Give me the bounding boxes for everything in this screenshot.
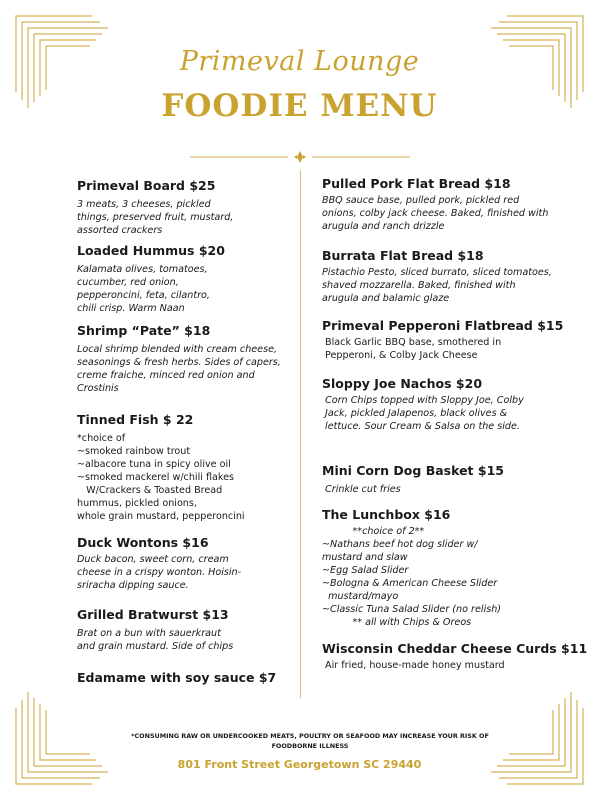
- menu-item-name: The Lunchbox $16: [322, 507, 451, 522]
- menu-item-burrata-flat-bread: [322, 248, 562, 305]
- menu-title: FOODIE MENU: [161, 88, 438, 124]
- menu-item-name: Edamame with soy sauce $7: [77, 670, 277, 685]
- menu-item-name: Loaded Hummus $20: [77, 243, 225, 258]
- column-divider: [300, 170, 301, 698]
- menu-item-loaded-hummus: [77, 243, 292, 315]
- menu-item-tinned-fish: [77, 412, 292, 523]
- menu-item-wisconsin-cheese-curds: [322, 641, 588, 672]
- menu-item-description: Duck bacon, sweet corn, cream cheese in a crispy wonton. Hoisin- sriracha dipping sauce.: [77, 554, 242, 591]
- menu-item-description: Local shrimp blended with cream cheese, seasonings & fresh herbs. Sides of capers, creme fraiche, minced red onion and Crostinis: [77, 344, 281, 394]
- menu-item-name: Burrata Flat Bread $18: [322, 248, 484, 263]
- menu-item-description: BBQ sauce base, pulled pork, pickled red onions, colby jack cheese. Baked, finished with arugula and ranch drizzle: [322, 195, 549, 232]
- menu-item-description: Corn Chips topped with Sloppy Joe, Colby Jack, pickled Jalapenos, black olives & lettuce. Sour Cream & Salsa on the side.: [322, 395, 524, 432]
- menu-item-description: **choice of 2** ~Nathans beef hot dog slider w/ mustard and slaw ~Egg Salad Slider ~Bologna & American Cheese Slider mustard/mayo ~Classic Tuna Salad Slider (no relish) ** all with Chips & Oreos: [322, 526, 502, 628]
- menu-item-description: Pistachio Pesto, sliced burrato, sliced tomatoes, shaved mozzarella. Baked, finished with arugula and balamic glaze: [322, 267, 552, 304]
- menu-item-description: Black Garlic BBQ base, smothered in Pepperoni, & Colby Jack Cheese: [322, 337, 502, 361]
- menu-item-name: Pulled Pork Flat Bread $18: [322, 176, 511, 191]
- menu-item-description: Kalamata olives, tomatoes, cucumber, red onion, pepperoncini, feta, cilantro, chili crisp. Warm Naan: [77, 264, 210, 314]
- corner-ornament-bottom-left: [0, 690, 110, 800]
- menu-item-name: Grilled Bratwurst $13: [77, 607, 229, 622]
- diamond-divider-ornament: [190, 150, 410, 164]
- address: 801 Front Street Georgetown SC 29440: [177, 758, 422, 771]
- menu-item-pulled-pork-flat-bread: [322, 176, 562, 233]
- menu-item-primeval-board: [77, 178, 292, 237]
- menu-item-edamame: [77, 670, 292, 685]
- menu-item-name: Tinned Fish $ 22: [77, 412, 194, 427]
- menu-item-description: Air fried, house-made honey mustard: [322, 660, 505, 671]
- menu-item-description: Crinkle cut fries: [322, 484, 401, 495]
- menu-item-grilled-bratwurst: [77, 607, 292, 653]
- menu-item-name: Wisconsin Cheddar Cheese Curds $11: [322, 641, 588, 656]
- menu-item-sloppy-joe-nachos: [322, 376, 562, 433]
- menu-item-name: Sloppy Joe Nachos $20: [322, 376, 483, 391]
- menu-item-description: 3 meats, 3 cheeses, pickled things, preserved fruit, mustard, assorted crackers: [77, 199, 234, 236]
- menu-item-primeval-pepperoni-flatbread: [322, 318, 562, 362]
- menu-item-mini-corn-dog-basket: [322, 463, 562, 496]
- raw-food-disclaimer: *CONSUMING RAW OR UNDERCOOKED MEATS, POULTRY OR SEAFOOD MAY INCREASE YOUR RISK OF FOODBORNE ILLNESS: [131, 732, 489, 750]
- menu-item-description: *choice of ~smoked rainbow trout ~albacore tuna in spicy olive oil ~smoked mackerel w/chili flakes W/Crackers & Toasted Bread hummus, pickled onions, whole grain mustard, pepperoncini: [77, 433, 245, 522]
- menu-item-the-lunchbox: [322, 507, 562, 629]
- menu-item-duck-wontons: [77, 535, 292, 592]
- menu-item-name: Mini Corn Dog Basket $15: [322, 463, 504, 478]
- menu-item-name: Primeval Pepperoni Flatbread $15: [322, 318, 564, 333]
- lounge-name: Primeval Lounge: [179, 46, 420, 77]
- menu-item-shrimp-pate: [77, 323, 292, 395]
- menu-item-name: Duck Wontons $16: [77, 535, 209, 550]
- menu-item-name: Primeval Board $25: [77, 178, 216, 193]
- menu-item-description: Brat on a bun with sauerkraut and grain mustard. Side of chips: [77, 628, 234, 652]
- menu-item-name: Shrimp “Pate” $18: [77, 323, 211, 338]
